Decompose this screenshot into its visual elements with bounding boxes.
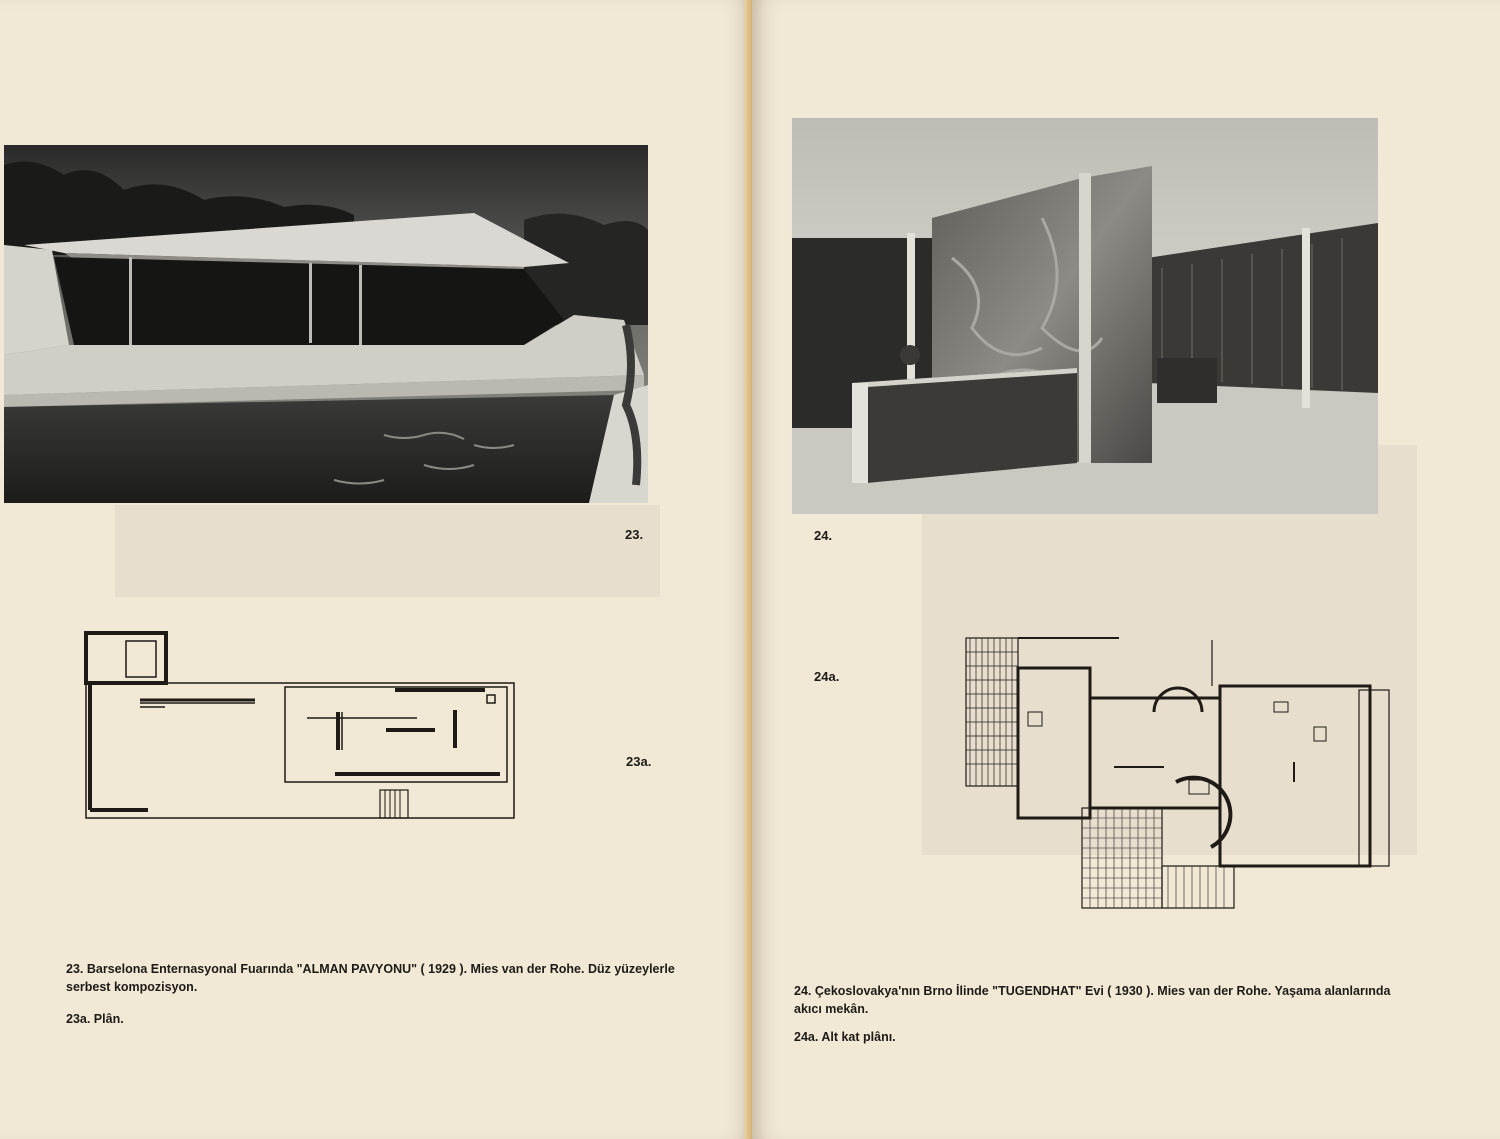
figure-24a-label: 24a. [814, 669, 840, 684]
figure-23-label: 23. [625, 527, 644, 542]
figure-23a-label: 23a. [626, 754, 652, 769]
tugendhat-interior-photo [792, 118, 1378, 514]
figure-24a-caption: 24a. Alt kat plânı. [794, 1030, 896, 1044]
figure-24-caption: 24. Çekoslovakya'nın Brno İlinde "TUGENDHAT" Evi ( 1930 ). Mies van der Rohe. Yaşama alanlarında akıcı mekân. [794, 984, 1391, 1016]
barcelona-pavilion-photo [4, 145, 648, 503]
tugendhat-floor-plan [964, 632, 1394, 914]
barcelona-pavilion-plan [80, 630, 520, 824]
figure-24-label: 24. [814, 528, 833, 543]
figure-23a-caption: 23a. Plân. [66, 1012, 124, 1026]
figure-23-caption: 23. Barselona Enternasyonal Fuarında "ALMAN PAVYONU" ( 1929 ). Mies van der Rohe. Düz yüzeylerle serbest kompozisyon. [66, 962, 675, 994]
show-through-shadow [115, 505, 660, 597]
right-page [752, 0, 1500, 1139]
